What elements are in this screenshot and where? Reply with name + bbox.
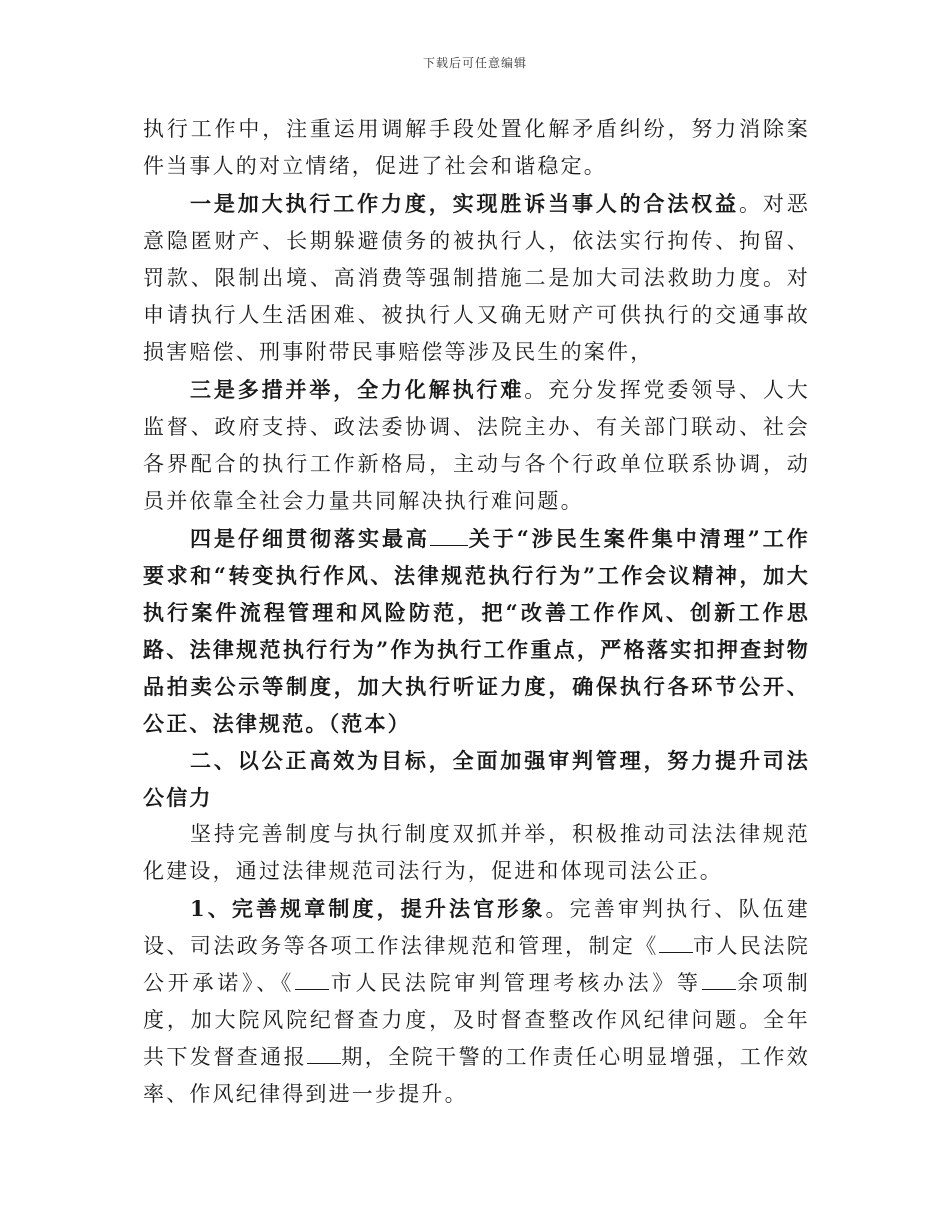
paragraph-5: 坚持完善制度与执行制度双抓并举，积极推动司法法律规范化建设，通过法律规范司法行为，促进和体现司法公正。 xyxy=(143,822,810,883)
paragraph-4-text-a: 四是仔细贯彻落实最高 xyxy=(190,526,430,551)
fill-in-blank xyxy=(702,971,736,990)
paragraph-3-text: 。充分发挥党委领导、人大监督、政府支持、政法委协调、法院主办、有关部门联动、社会各界配合的执行工作新格局，主动与各个行政单位联系协调，动员并依靠全社会力量共同解决执行难问题。 xyxy=(143,378,810,513)
paragraph-2-lead: 一是加大执行工作力度，实现胜诉当事人的合法权益 xyxy=(190,191,740,216)
fill-in-blank xyxy=(307,1045,341,1064)
document-body xyxy=(143,111,810,1113)
paragraph-3-lead: 三是多措并举，全力化解执行难 xyxy=(190,377,525,402)
paragraph-1: 执行工作中，注重运用调解手段处置化解矛盾纠纷，努力消除案件当事人的对立情绪，促进了社会和谐稳定。 xyxy=(143,117,810,178)
paragraph-4 xyxy=(143,520,810,742)
paragraph-2-text: 。对恶意隐匿财产、长期躲避债务的被执行人，依法实行拘传、拘留、罚款、限制出境、高消费等强制措施二是加大司法救助力度。对申请执行人生活困难、被执行人又确无财产可供执行的交通事故损害赔偿、刑事附带民事赔偿等涉及民生的案件， xyxy=(143,192,810,364)
paragraph-6-text-b: 市人民法院公开承诺》、《 xyxy=(143,934,811,995)
fill-in-blank xyxy=(659,934,693,953)
section-heading-2: 二、以公正高效为目标，全面加强审判管理，努力提升司法公信力 xyxy=(143,748,810,810)
paragraph-6-text-a: 。完善审判执行、队伍建设、司法政务等各项工作法律规范和管理，制定《 xyxy=(143,897,810,958)
fill-in-blank xyxy=(430,527,468,546)
fill-in-blank xyxy=(295,971,329,990)
page-header-note: 下载后可任意编辑 xyxy=(422,56,527,70)
paragraph-4-text-b: 关于“涉民生案件集中清理”工作要求和“转变执行作风、法律规范执行行为”工作会议精神，加大执行案件流程管理和风险防范，把“改善工作作风、创新工作思路、法律规范执行行为”作为执行工作重点，严格落实扣押查封物品拍卖公示等制度，加大执行听证力度，确保执行各环节公开、公正、法律规范。（范本） xyxy=(143,526,810,736)
paragraph-6-text-c: 市人民法院审判管理考核办法》等 xyxy=(329,971,702,995)
paragraph-6-lead: 1、完善规章制度，提升法官形象 xyxy=(190,896,546,921)
paragraph-6-text-e: 期，全院干警的工作责任心明显增强，工作效率、作风纪律得到进一步提升。 xyxy=(143,1045,810,1106)
paragraph-2 xyxy=(143,185,810,371)
paragraph-3 xyxy=(143,371,810,520)
paragraph-6 xyxy=(143,890,810,1113)
paragraph-6-text-d: 余项制度，加大院风院纪督查力度，及时督查整改作风纪律问题。全年共下发督查通报 xyxy=(143,971,810,1069)
